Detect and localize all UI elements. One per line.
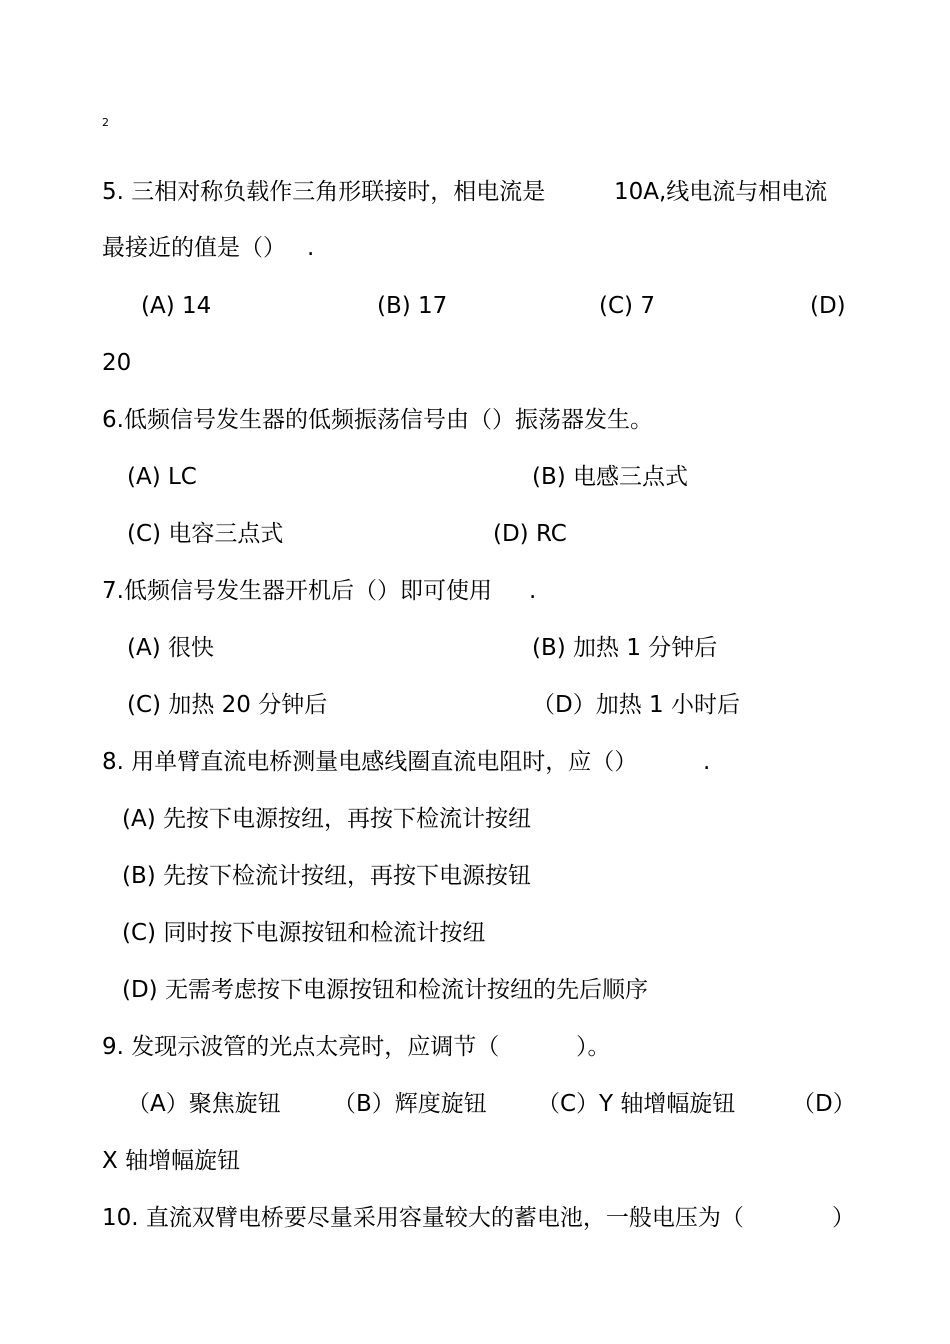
q9-option-b: （B）辉度旋钮 bbox=[333, 1091, 487, 1117]
q9-option-a: （A）聚焦旋钮 bbox=[127, 1091, 281, 1117]
q5-option-c: (C) 7 bbox=[599, 293, 655, 319]
q5-stem-part1: 5. 三相对称负载作三角形联接时，相电流是 bbox=[102, 179, 546, 205]
q6-option-c: (C) 电容三点式 bbox=[127, 521, 284, 547]
q7-option-a: (A) 很快 bbox=[127, 635, 214, 661]
q5-option-b: (B) 17 bbox=[377, 293, 448, 319]
q7-option-d: （D）加热 1 小时后 bbox=[532, 692, 740, 718]
q5-option-a: (A) 14 bbox=[141, 293, 212, 319]
q7-option-b: (B) 加热 1 分钟后 bbox=[532, 635, 718, 661]
q10-stem: 10. 直流双臂电桥要尽量采用容量较大的蓄电池，一般电压为（ bbox=[102, 1205, 744, 1231]
q5-stem-part3: 最接近的值是（） bbox=[102, 235, 286, 261]
q8-stem-period: . bbox=[703, 749, 711, 775]
q7-stem-period: . bbox=[529, 578, 537, 604]
q5-option-d: (D) bbox=[810, 293, 846, 319]
q10-stem-end: ） bbox=[832, 1205, 855, 1231]
q9-stem-end: ）。 bbox=[576, 1034, 611, 1060]
page-number: 2 bbox=[102, 116, 109, 129]
q8-stem: 8. 用单臂直流电桥测量电感线圈直流电阻时，应（） bbox=[102, 749, 638, 775]
q8-option-c: (C) 同时按下电源按钮和检流计按纽 bbox=[122, 920, 486, 946]
q9-option-d-value: X 轴增幅旋钮 bbox=[102, 1148, 241, 1174]
q9-stem: 9. 发现示波管的光点太亮时，应调节（ bbox=[102, 1034, 500, 1060]
q8-option-d: (D) 无需考虑按下电源按钮和检流计按纽的先后顺序 bbox=[122, 977, 648, 1003]
q7-stem: 7.低频信号发生器开机后（）即可使用 bbox=[102, 578, 492, 604]
q6-stem: 6.低频信号发生器的低频振荡信号由（）振荡器发生。 bbox=[102, 407, 653, 433]
q9-option-c: （C）Y 轴增幅旋钮 bbox=[537, 1091, 736, 1117]
q5-stem-period: . bbox=[307, 235, 315, 261]
q6-option-a: (A) LC bbox=[127, 464, 197, 490]
q6-option-b: (B) 电感三点式 bbox=[532, 464, 689, 490]
q6-option-d: (D) RC bbox=[493, 521, 567, 547]
q7-option-c: (C) 加热 20 分钟后 bbox=[127, 692, 328, 718]
q8-option-a: (A) 先按下电源按纽，再按下检流计按纽 bbox=[122, 806, 531, 832]
q5-stem-part2: 10A,线电流与相电流 bbox=[614, 179, 828, 205]
q9-option-d: （D） bbox=[792, 1091, 856, 1117]
q8-option-b: (B) 先按下检流计按纽，再按下电源按钮 bbox=[122, 863, 532, 889]
q5-option-d-value: 20 bbox=[102, 350, 132, 376]
